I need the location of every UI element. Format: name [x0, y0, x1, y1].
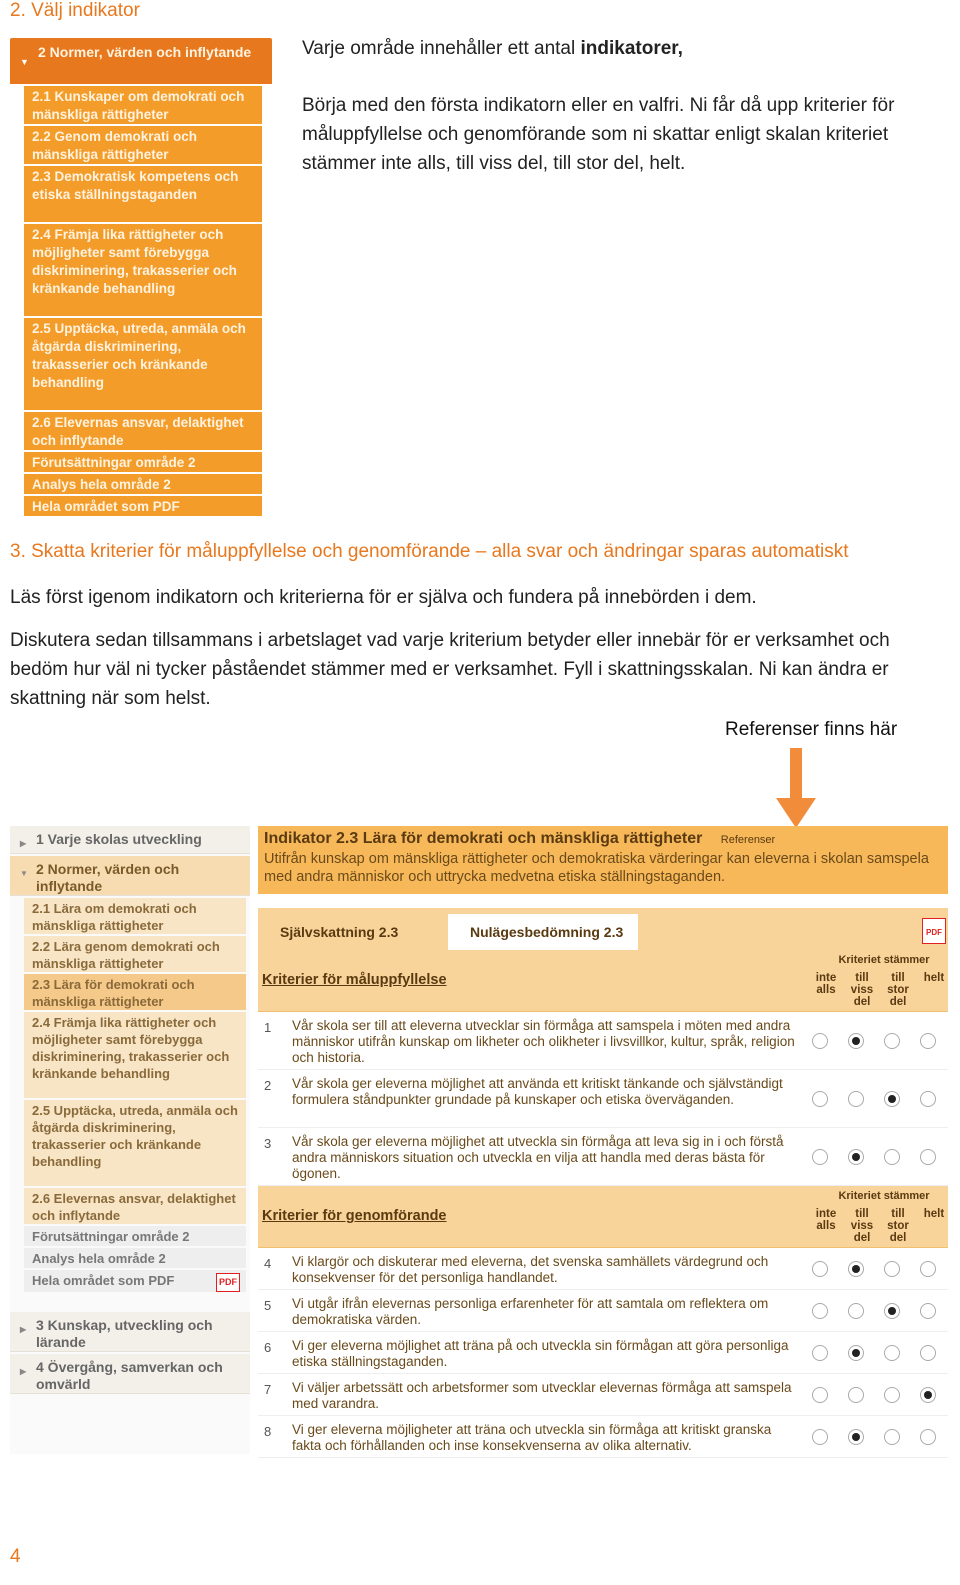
criteria-group-header — [258, 1186, 948, 1248]
criterion-number: 2 — [264, 1078, 272, 1093]
rating-radio[interactable] — [812, 1033, 828, 1049]
rating-radio[interactable] — [812, 1429, 828, 1445]
sidebar-item-pdf[interactable] — [24, 1270, 246, 1292]
para-1-text: Varje område innehåller ett antal — [302, 38, 581, 59]
sidebar-area-2-label: 2 Normer, värden och inflytande — [36, 861, 180, 894]
rating-radio[interactable] — [884, 1345, 900, 1361]
menu-item-2-5[interactable]: 2.5 Upptäcka, utreda, anmäla och åtgärda diskriminering, trakasserier och kränkande behandling — [24, 318, 262, 410]
rating-radio-group — [808, 1332, 948, 1373]
rating-radio[interactable] — [848, 1033, 864, 1049]
rating-radio-group — [808, 1248, 948, 1289]
criterion-row — [258, 1374, 948, 1416]
rating-radio[interactable] — [920, 1303, 936, 1319]
scale-option-label: till stor del — [887, 972, 909, 1008]
tab-nulagesbedomning[interactable]: Nulägesbedömning 2.3 — [448, 914, 638, 950]
rating-radio[interactable] — [884, 1033, 900, 1049]
tab-bar — [258, 908, 948, 950]
criterion-text: Vi väljer arbetssätt och arbetsformer som utvecklar elevernas förmåga att samspela med varandra. — [292, 1380, 792, 1411]
scale-title: Kriteriet stämmer — [838, 954, 930, 966]
page-number: 4 — [10, 1546, 21, 1567]
menu-item-2-6[interactable]: 2.6 Elevernas ansvar, delaktighet och inflytande — [24, 412, 262, 450]
scale-option-label: inte alls — [815, 1208, 837, 1232]
rating-radio-group — [808, 1012, 948, 1069]
sidebar-item-pdf-label: Hela området som PDF — [32, 1273, 175, 1288]
criterion-number: 8 — [264, 1424, 272, 1439]
rating-radio[interactable] — [920, 1345, 936, 1361]
menu-item-2-1[interactable]: 2.1 Kunskaper om demokrati och mänskliga rättigheter — [24, 86, 262, 124]
criterion-text: Vi ger eleverna möjlighet att träna på och utveckla sin förmågan att göra personliga etiska ställningstaganden. — [292, 1338, 789, 1369]
screenshot-sidebar — [10, 826, 250, 1454]
rating-radio[interactable] — [920, 1091, 936, 1107]
sidebar-item-2-5[interactable]: 2.5 Upptäcka, utreda, anmäla och åtgärda diskriminering, trakasserier och kränkande behandling — [24, 1100, 246, 1186]
rating-radio[interactable] — [920, 1387, 936, 1403]
rating-radio-group — [808, 1070, 948, 1127]
menu-item-forutsattningar[interactable]: Förutsättningar område 2 — [24, 452, 262, 472]
rating-radio[interactable] — [848, 1149, 864, 1165]
rating-radio[interactable] — [848, 1303, 864, 1319]
criterion-text: Vår skola ser till att eleverna utvecklar sin förmåga att samspela i möten med andra människor utifrån kunskap om likheter och olikheter i livsvillkor, kultur, språk, religion och historia. — [292, 1018, 795, 1065]
caret-down-icon: ▼ — [20, 869, 28, 878]
sidebar-area-1-label: 1 Varje skolas utveckling — [36, 831, 202, 847]
sidebar-area-4[interactable] — [10, 1354, 250, 1394]
references-link[interactable]: Referenser — [720, 834, 776, 846]
criterion-row — [258, 1332, 948, 1374]
section-2-heading: 2. Välj indikator — [10, 0, 140, 21]
section-2-text — [302, 34, 942, 178]
rating-radio[interactable] — [812, 1091, 828, 1107]
criterion-number: 5 — [264, 1298, 272, 1313]
criteria-group-header — [258, 950, 948, 1012]
sidebar-item-2-2[interactable]: 2.2 Lära genom demokrati och mänskliga rättigheter — [24, 936, 246, 972]
rating-radio[interactable] — [920, 1033, 936, 1049]
rating-radio[interactable] — [812, 1303, 828, 1319]
rating-radio[interactable] — [920, 1149, 936, 1165]
arrow-down-icon — [772, 748, 820, 832]
criteria-group-title: Kriterier för måluppfyllelse — [262, 972, 447, 988]
para-1-bold: indikatorer, — [580, 38, 683, 59]
caret-right-icon: ▶ — [20, 1325, 27, 1334]
rating-radio[interactable] — [884, 1091, 900, 1107]
scale-option-label: till viss del — [850, 972, 874, 1008]
criterion-row — [258, 1248, 948, 1290]
criterion-number: 6 — [264, 1340, 272, 1355]
sidebar-item-forutsattningar[interactable]: Förutsättningar område 2 — [24, 1226, 246, 1246]
criterion-row — [258, 1012, 948, 1070]
criterion-row — [258, 1290, 948, 1332]
rating-radio[interactable] — [884, 1429, 900, 1445]
sidebar-area-3[interactable] — [10, 1312, 250, 1352]
rating-radio[interactable] — [920, 1429, 936, 1445]
indicator-header — [258, 826, 948, 894]
rating-radio-group — [808, 1128, 948, 1185]
criterion-number: 7 — [264, 1382, 272, 1397]
criteria-groups — [258, 950, 948, 1458]
criterion-text: Vi utgår ifrån elevernas personliga erfarenheter för att samtala om reflektera om demokratiska värden. — [292, 1296, 769, 1327]
pdf-icon[interactable]: PDF — [922, 918, 946, 944]
tab-sjalvskattning[interactable]: Självskattning 2.3 — [280, 924, 399, 940]
screenshot-panel — [258, 826, 948, 1454]
menu-item-2-4[interactable]: 2.4 Främja lika rättigheter och möjligheter samt förebygga diskriminering, trakasserier och kränkande behandling — [24, 224, 262, 316]
rating-radio-group — [808, 1374, 948, 1415]
sidebar-item-2-1[interactable]: 2.1 Lära om demokrati och mänskliga rättigheter — [24, 898, 246, 934]
menu-item-pdf[interactable]: Hela området som PDF — [24, 496, 262, 516]
scale-option-label: till viss del — [850, 1208, 874, 1244]
rating-radio[interactable] — [920, 1261, 936, 1277]
sidebar-item-2-4[interactable]: 2.4 Främja lika rättigheter och möjligheter samt förebygga diskriminering, trakasserier och kränkande behandling — [24, 1012, 246, 1098]
menu-area-2-label: 2 Normer, värden och inflytande — [38, 44, 252, 60]
sidebar-area-1[interactable] — [10, 826, 250, 854]
criterion-row — [258, 1070, 948, 1128]
criterion-number: 3 — [264, 1136, 272, 1151]
section-3-heading: 3. Skatta kriterier för måluppfyllelse och genomförande – alla svar och ändringar sparas automatiskt — [10, 541, 849, 562]
sidebar-area-3-label: 3 Kunskap, utveckling och lärande — [36, 1317, 213, 1350]
rating-radio[interactable] — [812, 1345, 828, 1361]
menu-item-2-3[interactable]: 2.3 Demokratisk kompetens och etiska ställningstaganden — [24, 166, 262, 222]
scale-title: Kriteriet stämmer — [838, 1190, 930, 1202]
pdf-icon: PDF — [216, 1273, 240, 1292]
references-callout: Referenser finns här — [725, 719, 898, 740]
caret-right-icon: ▶ — [20, 1367, 27, 1376]
scale-option-label: till stor del — [887, 1208, 909, 1244]
criterion-row — [258, 1416, 948, 1458]
sidebar-area-2[interactable] — [10, 856, 250, 896]
criteria-group-title: Kriterier för genomförande — [262, 1208, 447, 1224]
rating-radio[interactable] — [812, 1261, 828, 1277]
indicator-description: Utifrån kunskap om mänskliga rättigheter och demokratiska värderingar kan eleverna i skolan samspela med andra människor och uttrycka medvetna etiska ställningstaganden. — [264, 851, 929, 885]
rating-radio[interactable] — [884, 1387, 900, 1403]
criterion-text: Vi klargör och diskuterar med eleverna, det svenska samhällets värdegrund och konsekvenser för det personliga handlandet. — [292, 1254, 769, 1285]
criterion-number: 1 — [264, 1020, 272, 1035]
rating-radio[interactable] — [884, 1149, 900, 1165]
caret-down-icon: ▼ — [20, 57, 29, 67]
criterion-number: 4 — [264, 1256, 272, 1271]
sidebar-item-2-6[interactable]: 2.6 Elevernas ansvar, delaktighet och inflytande — [24, 1188, 246, 1224]
rating-radio[interactable] — [848, 1345, 864, 1361]
indicator-title: Indikator 2.3 Lära för demokrati och mänskliga rättigheter — [264, 830, 703, 847]
rating-radio[interactable] — [884, 1261, 900, 1277]
section-2-para-2: Börja med den första indikatorn eller en valfri. Ni får då upp kriterier för måluppfyllelse och genomförande som ni skattar enligt skalan kriteriet stämmer inte alls, till viss del, till stor del, helt. — [302, 95, 895, 174]
rating-radio[interactable] — [812, 1149, 828, 1165]
rating-radio[interactable] — [884, 1303, 900, 1319]
rating-radio[interactable] — [848, 1429, 864, 1445]
caret-right-icon: ▶ — [20, 839, 27, 848]
criterion-text: Vår skola ger eleverna möjlighet att utveckla sin förmåga att leva sig in i och förstå andra människors situation och utveckla en vilja att handla med deras bästa för ögonen. — [292, 1134, 784, 1181]
rating-radio[interactable] — [848, 1387, 864, 1403]
scale-option-label: helt — [923, 972, 945, 984]
scale-option-label: inte alls — [815, 972, 837, 996]
menu-item-2-2[interactable]: 2.2 Genom demokrati och mänskliga rättigheter — [24, 126, 262, 164]
rating-radio[interactable] — [848, 1091, 864, 1107]
criterion-row — [258, 1128, 948, 1186]
menu-item-analys[interactable]: Analys hela område 2 — [24, 474, 262, 494]
criterion-text: Vår skola ger eleverna möjlighet att använda ett kritiskt tänkande och självständigt formulera ståndpunkter grundade på kunskaper och etiska överväganden. — [292, 1076, 783, 1107]
section-3-para-2: Diskutera sedan tillsammans i arbetslaget vad varje kriterium betyder eller innebär för er verksamhet och bedöm hur väl ni tycker påståendet stämmer med er verksamhet. Fyll i skattningsskalan. Ni kan ändra er skattning när som helst. — [10, 630, 890, 709]
indicator-menu — [10, 38, 272, 516]
rating-radio[interactable] — [848, 1261, 864, 1277]
rating-radio[interactable] — [812, 1387, 828, 1403]
scale-option-label: helt — [923, 1208, 945, 1220]
menu-area-2[interactable] — [10, 38, 272, 84]
sidebar-item-2-3[interactable]: 2.3 Lära för demokrati och mänskliga rättigheter — [24, 974, 246, 1010]
criterion-text: Vi ger eleverna möjligheter att träna och utveckla sin förmåga att kritiskt granska fakta och förhållanden och inse konsekvenserna av olika alternativ. — [292, 1422, 772, 1453]
rating-radio-group — [808, 1416, 948, 1457]
section-3-para-1: Läs först igenom indikatorn och kriterierna för er själva och fundera på innebörden i dem. — [10, 587, 757, 608]
sidebar-item-analys[interactable]: Analys hela område 2 — [24, 1248, 246, 1268]
sidebar-area-4-label: 4 Övergång, samverkan och omvärld — [36, 1359, 223, 1392]
rating-radio-group — [808, 1290, 948, 1331]
section-2-para-1 — [302, 34, 942, 63]
